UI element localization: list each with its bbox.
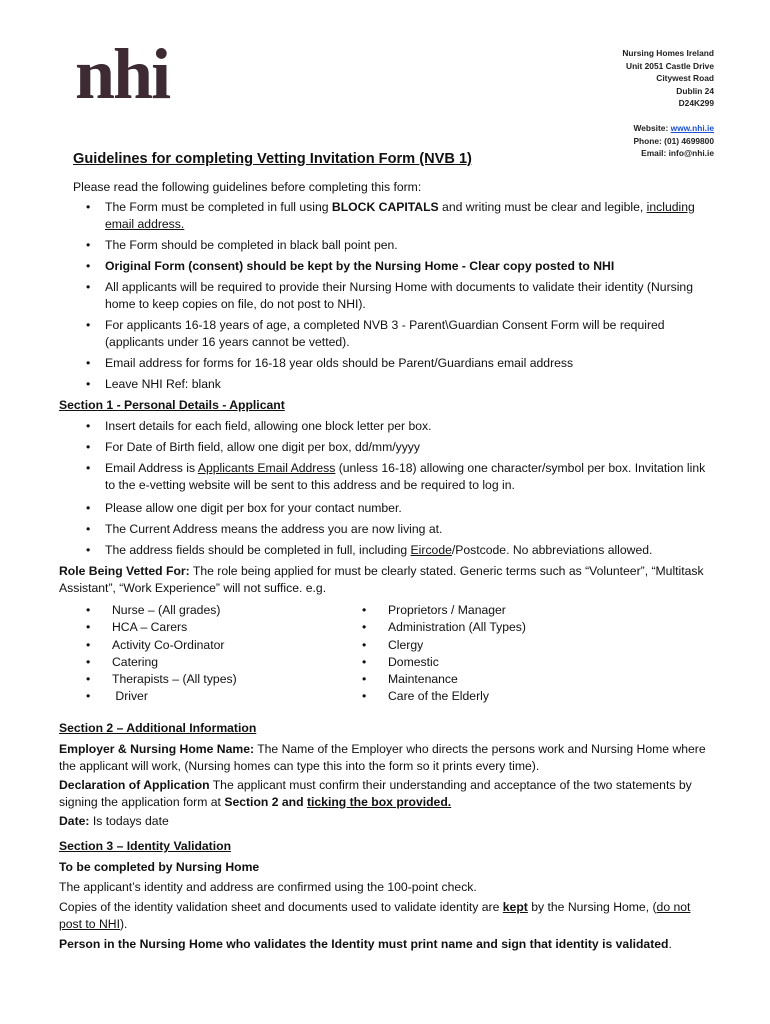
list-item: • Leave NHI Ref: blank	[105, 376, 715, 393]
org-name: Nursing Homes Ireland	[622, 48, 714, 58]
date-paragraph: Date: Is todays date	[59, 813, 169, 828]
section-3-paragraph: Copies of the identity validation sheet and documents used to validate identity are kept by the Nursing Home, (do not post to NHI).	[59, 899, 691, 931]
role-item: • Care of the Elderly	[388, 688, 664, 705]
roles-column-left	[59, 602, 388, 706]
nhi-logo: nhi	[75, 34, 170, 114]
declaration-paragraph: Declaration of Application The applicant must confirm their understanding and acceptance of the two statements by signing the application form at Section 2 and ticking the box provided.	[59, 777, 692, 809]
list-item: • Insert details for each field, allowing one block letter per box.	[105, 418, 715, 435]
list-item: • The Current Address means the address you are now living at.	[105, 521, 715, 538]
intro-list	[59, 199, 715, 393]
role-item: • HCA – Carers	[112, 619, 388, 636]
roles-list	[59, 602, 715, 706]
address-line: Dublin 24	[676, 85, 714, 96]
list-item: • All applicants will be required to provide their Nursing Home with documents to validate their identity (Nursing home to keep copies on file, do not post to NHI).	[105, 279, 715, 313]
role-item: • Maintenance	[388, 671, 664, 688]
address-line: Citywest Road	[656, 73, 714, 84]
list-item: • The Form must be completed in full using BLOCK CAPITALS and writing must be clear and legible, including email address.	[105, 199, 715, 233]
guidelines-body	[59, 179, 715, 956]
website-link[interactable]: www.nhi.ie	[670, 122, 714, 133]
intro-lead: Please read the following guidelines before completing this form:	[73, 180, 422, 194]
section-1-list	[59, 418, 715, 559]
page-title: Guidelines for completing Vetting Invitation Form (NVB 1)	[73, 151, 472, 167]
role-paragraph: Role Being Vetted For: The role being applied for must be clearly stated. Generic terms such as “Volunteer”, “Multitask Assistant”, “Work Experience” will not suffice. e.g.	[59, 564, 704, 595]
phone-line: Phone: (01) 4699800	[633, 135, 714, 146]
list-item: • Original Form (consent) should be kept by the Nursing Home - Clear copy posted to NHI	[105, 258, 715, 275]
role-item: • Activity Co-Ordinator	[112, 637, 388, 654]
list-item: • Email Address is Applicants Email Address (unless 16-18) allowing one character/symbol per box. Invitation link to the e-vetting website will be sent to this address and be required to log in.	[105, 460, 715, 494]
role-item: • Driver	[112, 688, 388, 705]
list-item: • For Date of Birth field, allow one digit per box, dd/mm/yyyy	[105, 439, 715, 456]
section-1-heading: Section 1 - Personal Details - Applicant	[59, 398, 285, 412]
website-line: Website: www.nhi.ie	[633, 122, 714, 133]
role-item: • Nurse – (All grades)	[112, 602, 388, 619]
address-line: Unit 2051 Castle Drive	[626, 60, 714, 71]
role-item: • Therapists – (All types)	[112, 671, 388, 688]
email-line: Email: info@nhi.ie	[641, 148, 714, 159]
role-item: • Clergy	[388, 637, 664, 654]
address-line: D24K299	[678, 98, 714, 109]
role-item: • Catering	[112, 654, 388, 671]
org-contact-block	[622, 47, 714, 160]
employer-paragraph: Employer & Nursing Home Name: The Name of the Employer who directs the persons work and Nursing Home where the applicant will work, (Nursing homes can type this into the form so it prints every time).	[59, 741, 706, 773]
list-item: • The Form should be completed in black ball point pen.	[105, 237, 715, 254]
section-3-paragraph: Person in the Nursing Home who validates the Identity must print name and sign that identity is validated.	[59, 936, 672, 951]
list-item: • Please allow one digit per box for your contact number.	[105, 500, 715, 517]
roles-column-right	[388, 602, 664, 706]
role-item: • Domestic	[388, 654, 664, 671]
list-item: • Email address for forms for 16-18 year olds should be Parent/Guardians email address	[105, 355, 715, 372]
role-item: • Administration (All Types)	[388, 619, 664, 636]
section-2-heading: Section 2 – Additional Information	[59, 720, 257, 735]
list-item: • The address fields should be completed in full, including Eircode/Postcode. No abbreviations allowed.	[105, 542, 715, 559]
section-3-heading: Section 3 – Identity Validation	[59, 838, 232, 853]
section-3-paragraph: The applicant’s identity and address are confirmed using the 100-point check.	[59, 879, 477, 894]
section-3-subheading: To be completed by Nursing Home	[59, 859, 260, 874]
role-item: • Proprietors / Manager	[388, 602, 664, 619]
list-item: • For applicants 16-18 years of age, a completed NVB 3 - Parent\Guardian Consent Form will be required (applicants under 16 years cannot be vetted).	[105, 317, 715, 351]
